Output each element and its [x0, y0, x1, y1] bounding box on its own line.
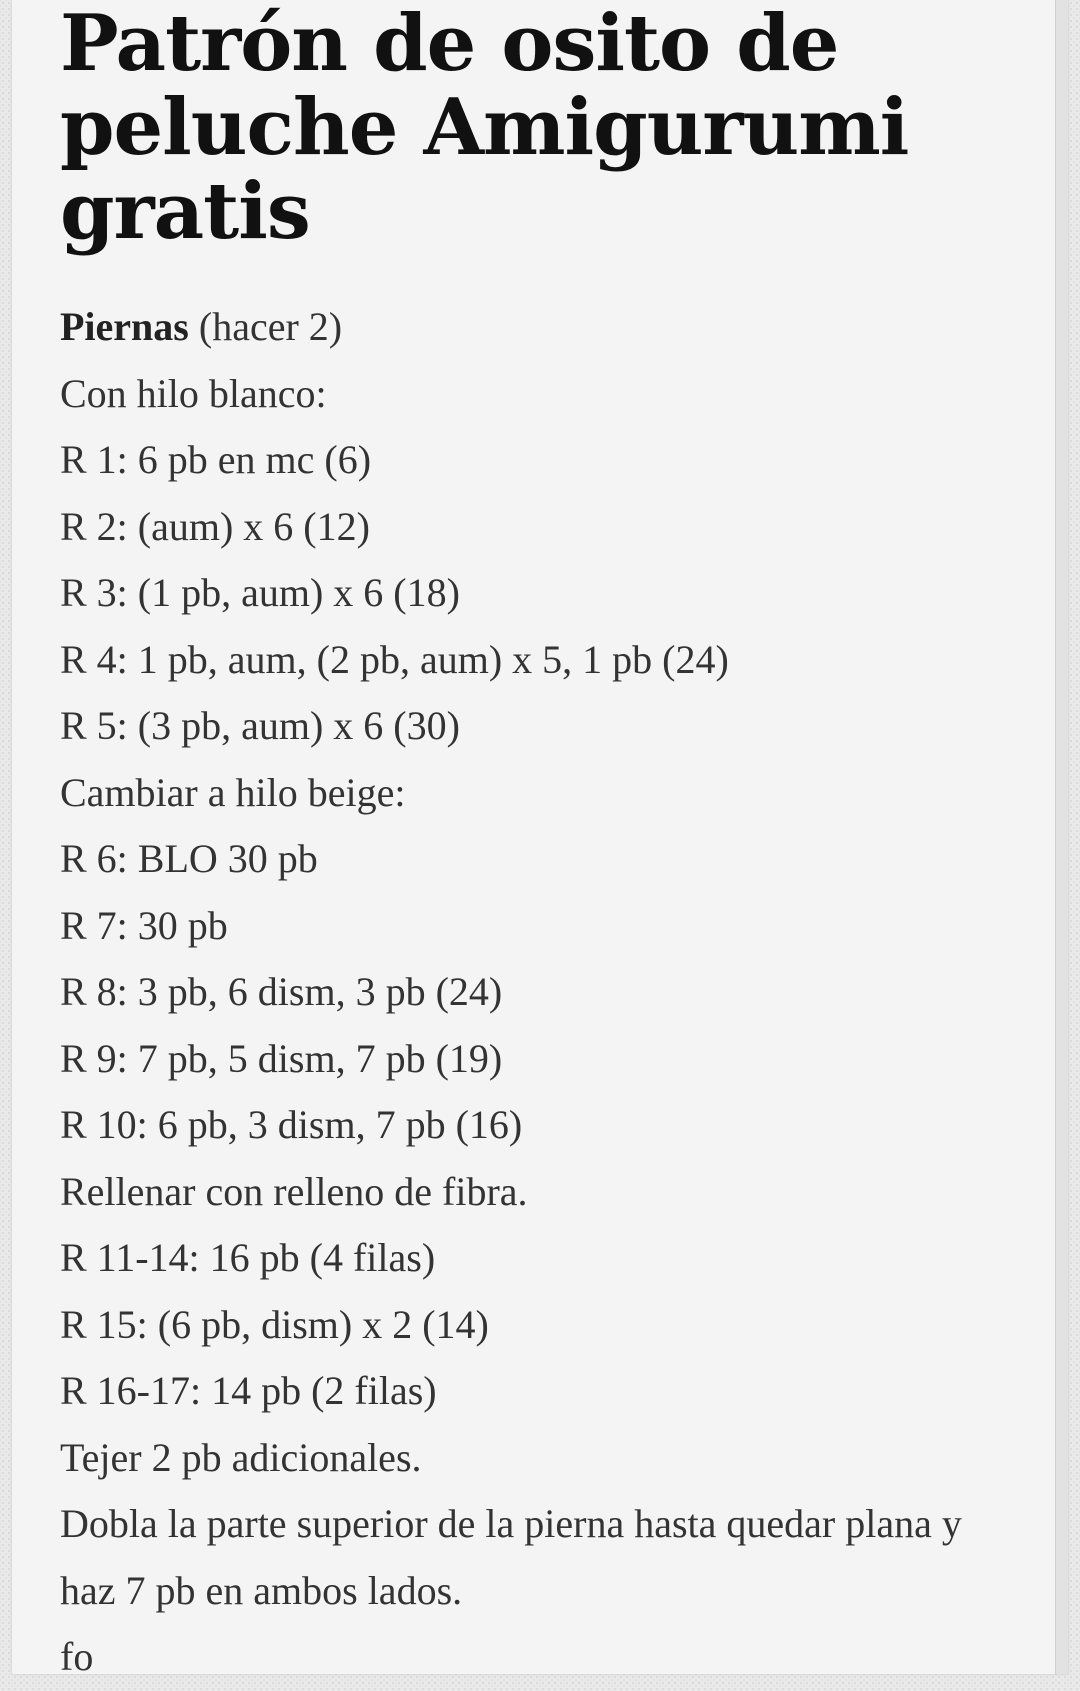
instruction-line: R 8: 3 pb, 6 dism, 3 pb (24) — [60, 969, 503, 1014]
instruction-line: R 7: 30 pb — [60, 902, 228, 948]
instruction-line: R 10: 6 pb, 3 dism, 7 pb (16) — [60, 1102, 523, 1147]
pattern-instructions — [60, 294, 1020, 1691]
instruction-line: R 1: 6 pb en mc (6) — [60, 437, 372, 482]
instruction-line: R 6: BLO 30 pb — [60, 836, 318, 881]
instruction-line: Rellenar con relleno de fibra. — [60, 1168, 528, 1214]
instruction-line: Con hilo blanco: — [60, 370, 327, 416]
instruction-line: fo — [60, 1634, 94, 1679]
instruction-line: R 2: (aum) x 6 (12) — [60, 503, 370, 549]
instruction-line: Dobla la parte superior de la pierna hasta quedar plana y haz 7 pb en ambos lados. — [60, 1501, 962, 1613]
article-title: Patrón de osito de peluche Amigurumi gratis — [60, 0, 909, 257]
instruction-line: Cambiar a hilo beige: — [60, 769, 406, 815]
page-edge — [1055, 0, 1068, 1674]
instruction-line: Tejer 2 pb adicionales. — [60, 1434, 422, 1480]
article-content — [60, 0, 1020, 1691]
instruction-line: R 5: (3 pb, aum) x 6 (30) — [60, 703, 460, 748]
instruction-line: R 3: (1 pb, aum) x 6 (18) — [60, 570, 460, 615]
instruction-line: R 9: 7 pb, 5 dism, 7 pb (19) — [60, 1035, 503, 1081]
instruction-line: R 11-14: 16 pb (4 filas) — [60, 1235, 436, 1280]
section-heading: Piernas — [60, 304, 189, 349]
instruction-line: R 16-17: 14 pb (2 filas) — [60, 1368, 437, 1413]
instruction-line: R 4: 1 pb, aum, (2 pb, aum) x 5, 1 pb (24) — [60, 636, 729, 682]
article-page — [12, 0, 1068, 1679]
section-heading-line — [60, 294, 1020, 361]
instruction-line: R 15: (6 pb, dism) x 2 (14) — [60, 1301, 489, 1347]
section-note: (hacer 2) — [188, 304, 343, 349]
